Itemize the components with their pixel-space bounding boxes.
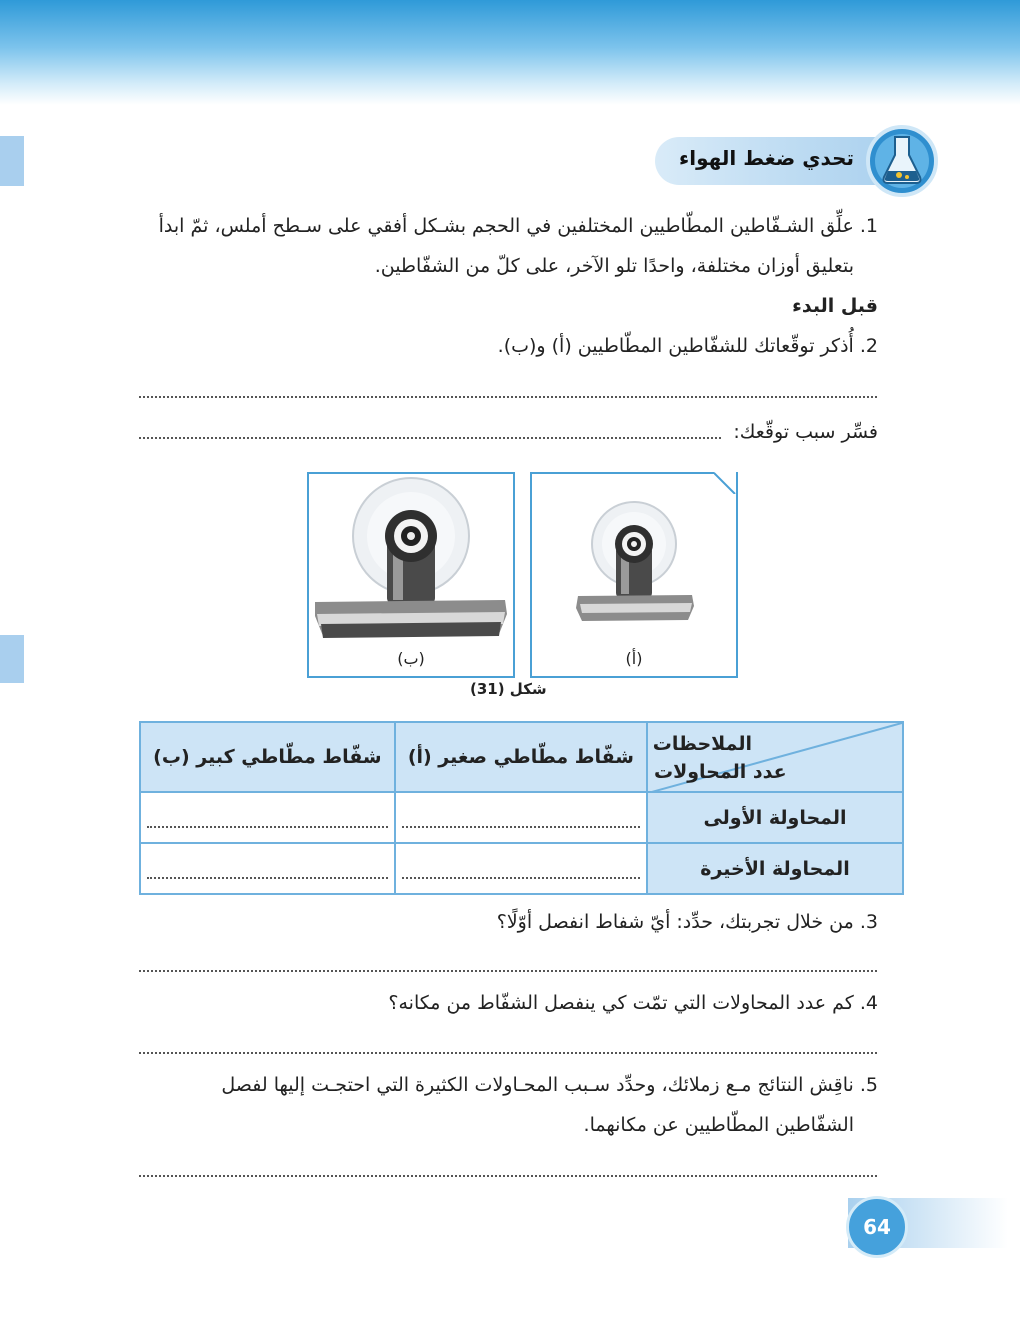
answer-last-large[interactable] [140, 843, 395, 894]
before-start-heading: قبل البدء [792, 295, 878, 317]
answer-first-large[interactable] [140, 792, 395, 843]
step-1-line-2: بتعليق أوزان مختلفة، واحدًا تلو الآخر، على كلّ من الشفّاطين. [374, 255, 854, 277]
photo-b-label: (ب) [397, 649, 425, 668]
explain-prompt: فسِّر سبب توقّعك: [733, 421, 878, 443]
answer-line-2[interactable] [139, 396, 877, 398]
frame-corner-cut [714, 472, 736, 494]
step-2: 2. أُذكر توقّعاتك للشفّاطين المطّاطيين (أ) و(ب). [497, 335, 878, 357]
flask-icon [862, 125, 942, 197]
column-header-large: شفّاط مطّاطي كبير (ب) [140, 722, 395, 792]
photo-small-suction-clip [530, 472, 738, 678]
answer-line-explain[interactable] [139, 437, 721, 439]
answer-last-small[interactable] [395, 843, 647, 894]
answer-line-5[interactable] [139, 1175, 877, 1177]
step-5-line-2: الشفّاطين المطّاطيين عن مكانهما. [583, 1114, 854, 1136]
step-1-line-1: 1. علِّق الشـفّاطين المطّاطيين المختلفين في الحجم بشـكل أفقي على سـطح أملس، ثمّ ابدأ [158, 215, 878, 237]
table-corner-cell [647, 722, 903, 792]
observation-table [139, 721, 904, 895]
figure-caption: شكل (31) [470, 680, 547, 698]
column-header-small: شفّاط مطّاطي صغير (أ) [395, 722, 647, 792]
small-suction-clip-illustration [532, 474, 736, 644]
photo-large-suction-clip [307, 472, 515, 678]
page-number: 64 [846, 1196, 908, 1258]
step-4: 4. كم عدد المحاولات التي تمّت كي ينفصل الشفّاط من مكانه؟ [388, 992, 878, 1014]
photo-a-label: (أ) [625, 649, 643, 668]
large-suction-clip-illustration [309, 474, 513, 644]
step-3: 3. من خلال تجربتك، حدِّد: أيّ شفاط انفصل أوّلًا؟ [496, 911, 878, 933]
top-gradient-band [0, 0, 1020, 105]
corner-label-observations: الملاحظات [652, 733, 752, 755]
corner-label-attempts: عدد المحاولات [654, 761, 787, 783]
row-label-first: المحاولة الأولى [647, 792, 903, 843]
answer-first-small[interactable] [395, 792, 647, 843]
side-tab-top [0, 136, 24, 186]
side-tab-middle [0, 635, 24, 683]
answer-line-4[interactable] [139, 1052, 877, 1054]
section-title: تحدي ضغط الهواء [679, 146, 854, 170]
row-label-last: المحاولة الأخيرة [647, 843, 903, 894]
step-5-line-1: 5. ناقِش النتائج مـع زملائك، وحدِّد سـبب المحـاولات الكثيرة التي احتجـت إليها لفصل [221, 1074, 878, 1096]
answer-line-3[interactable] [139, 970, 877, 972]
